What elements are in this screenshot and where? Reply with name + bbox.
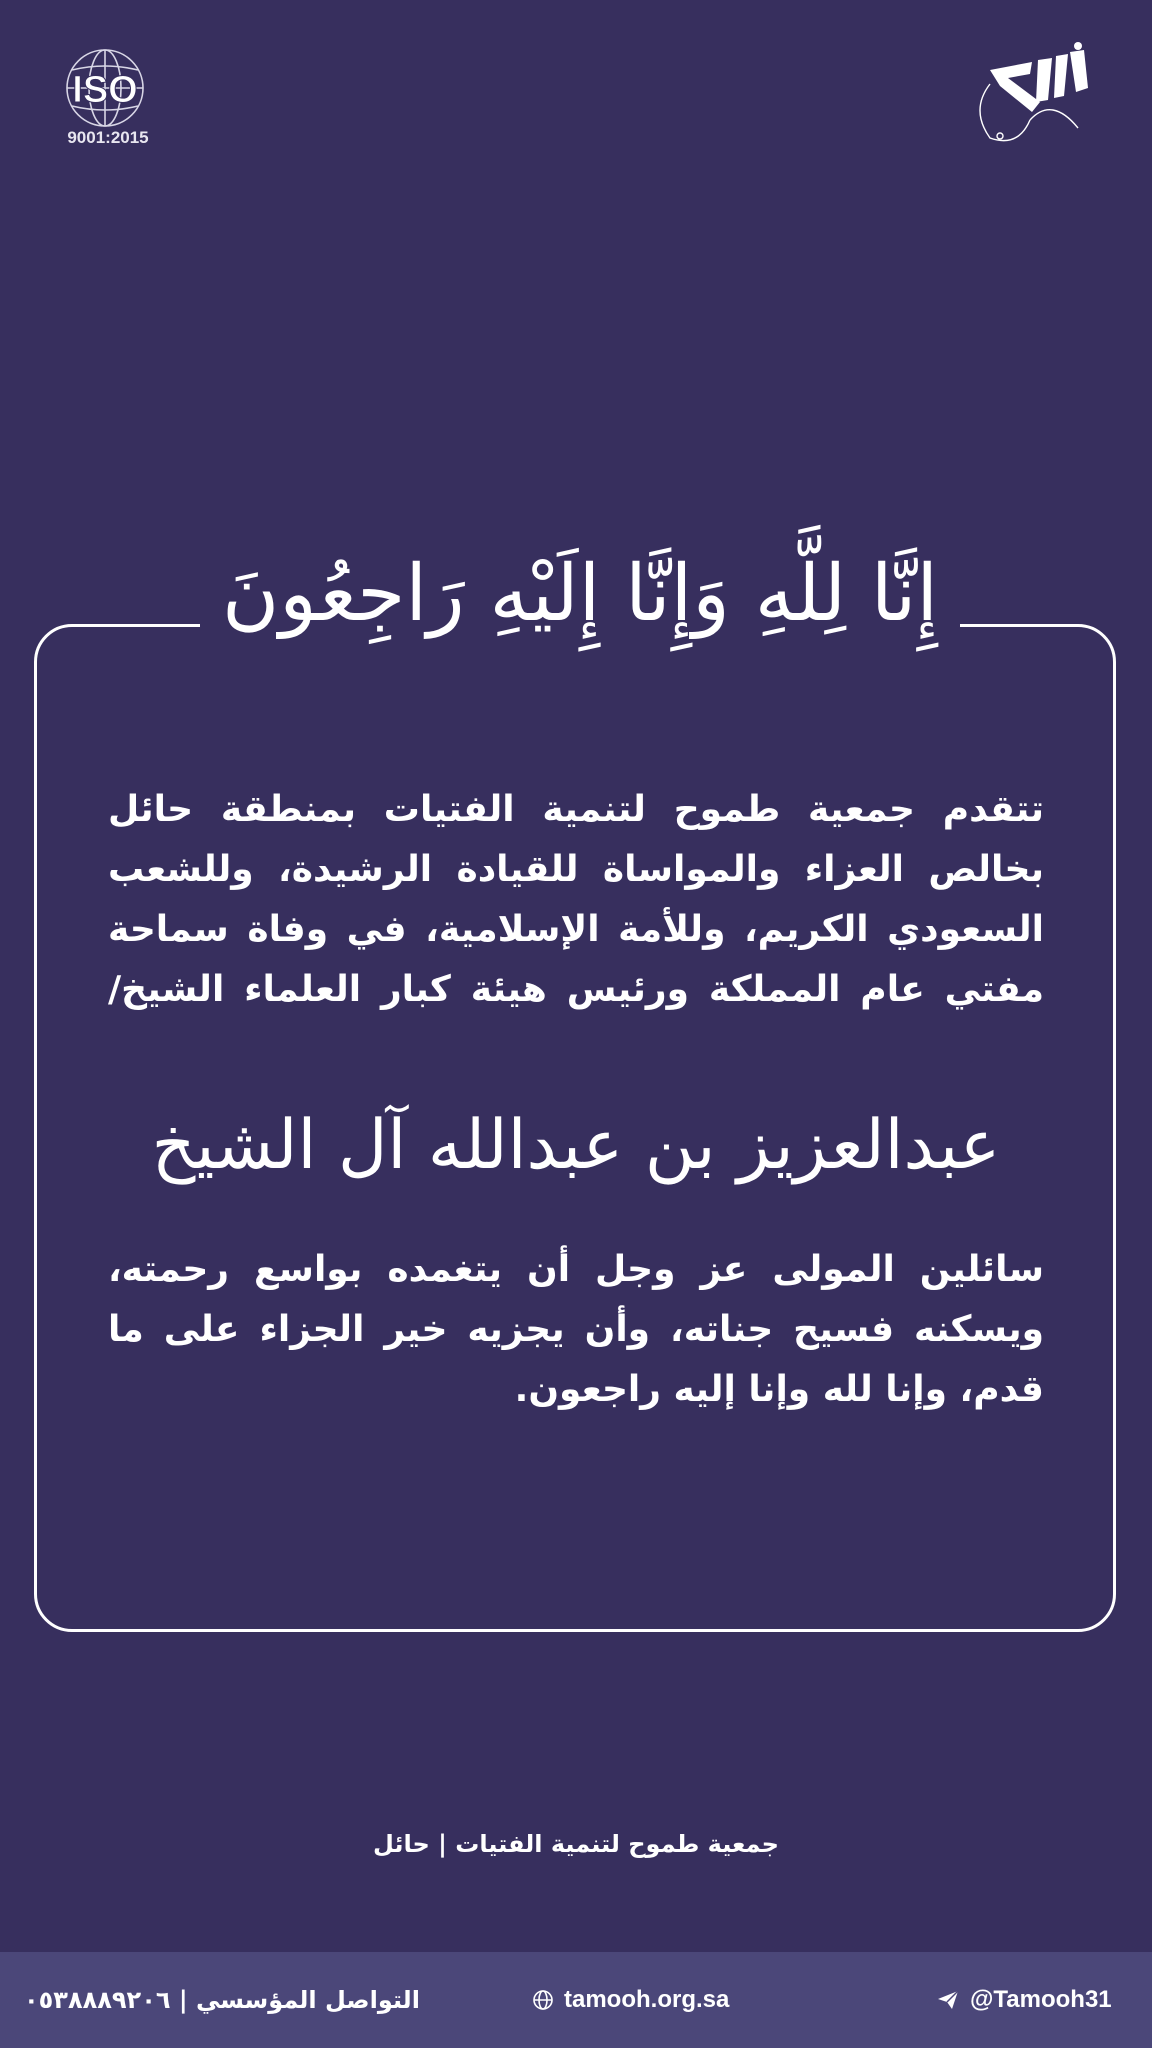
iso-certification: 9001:2015 — [67, 128, 149, 147]
headline-calligraphy: إِنَّا لِلَّهِ وَإِنَّا إِلَيْهِ رَاجِعُونَ — [221, 549, 939, 640]
prayer-paragraph: سائلين المولى عز وجل أن يتغمده بواسع رحمته، ويسكنه فسيح جناته، وأن يجزيه خير الجزاء على ما قدم، وإنا لله وإنا إليه راجعون. — [108, 1249, 1044, 1410]
footer-phone-text: التواصل المؤسسي | ٠٥٣٨٨٨٩٢٠٦ — [24, 1986, 420, 2014]
deceased-name: عبدالعزيز بن عبدالله آل الشيخ — [151, 1105, 1001, 1185]
footer-website-text: tamooh.org.sa — [564, 1986, 730, 2013]
footer-website[interactable] — [532, 1982, 729, 2018]
globe-icon — [532, 1989, 554, 2011]
organization-signature: جمعية طموح لتنمية الفتيات | حائل — [373, 1830, 779, 1858]
telegram-icon — [936, 1989, 960, 2011]
footer-social[interactable] — [936, 1982, 1112, 2018]
tamooh-logo — [960, 40, 1110, 150]
footer-social-text: @Tamooh31 — [970, 1986, 1112, 2013]
footer-phone[interactable] — [24, 1982, 420, 2018]
iso-text: ISO — [72, 69, 138, 111]
condolence-paragraph: تتقدم جمعية طموح لتنمية الفتيات بمنطقة حائل بخالص العزاء والمواساة للقيادة الرشيدة، وللشعب السعودي الكريم، وللأمة الإسلامية، في وفاة سماحة مفتي عام المملكة ورئيس هيئة كبار العلماء الشيخ/ — [108, 789, 1044, 1010]
